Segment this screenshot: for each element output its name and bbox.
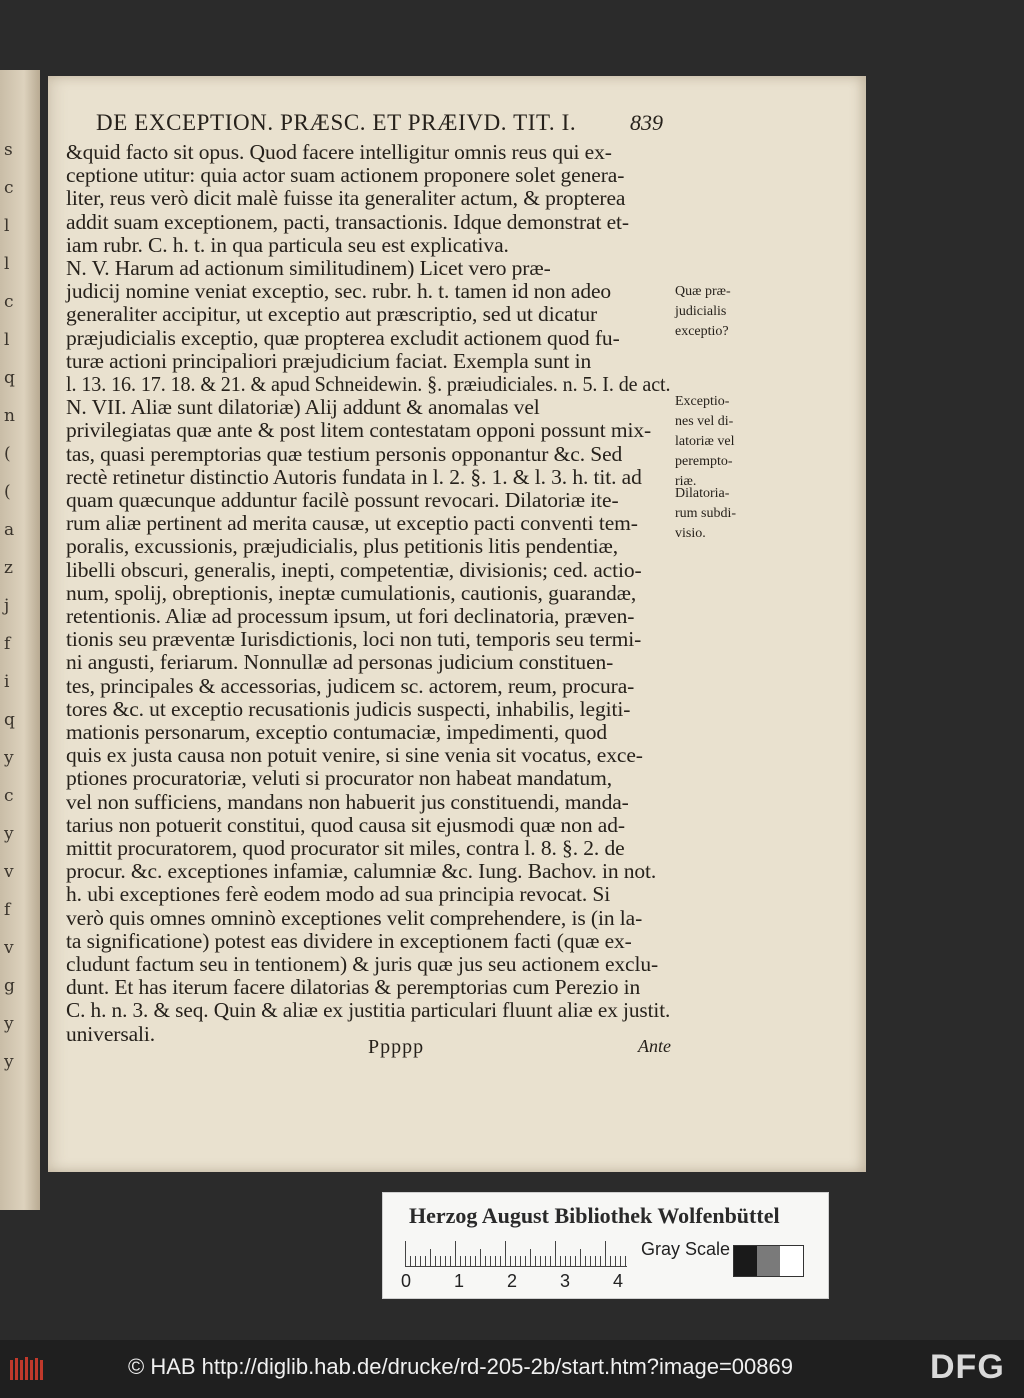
ruler-tick	[420, 1256, 421, 1267]
ruler-tick	[535, 1256, 536, 1267]
facing-page-glyph: f	[4, 634, 11, 654]
text-line: ni angusti, feriarum. Nonnullæ ad personas judicium constituen-	[66, 650, 614, 675]
facing-page-glyph: v	[4, 938, 14, 958]
ruler-tick	[540, 1256, 541, 1267]
facing-page-glyph: y	[4, 748, 14, 768]
ruler-tick	[415, 1256, 416, 1267]
margin-note: rum subdi-	[675, 506, 737, 521]
ruler-tick	[580, 1249, 581, 1267]
ruler-tick	[550, 1256, 551, 1267]
margin-note: Quæ præ-	[675, 284, 731, 299]
facing-page-glyph: g	[4, 976, 15, 996]
signature-mark: Ppppp	[368, 1036, 425, 1058]
margin-note: riæ.	[675, 474, 697, 489]
scale-ruler	[405, 1239, 627, 1267]
ruler-number: 1	[454, 1271, 465, 1291]
text-line: turæ actioni principaliori præjudicium faciat. Exempla sunt in	[66, 348, 592, 373]
facing-page-glyph: y	[4, 1014, 14, 1034]
margin-note: perempto-	[675, 454, 733, 469]
facing-page-glyph: f	[4, 900, 11, 920]
facing-page-glyph: n	[4, 406, 15, 426]
catchword: Ante	[638, 1036, 671, 1056]
text-line: cludunt factum seu in tentionem) & juris quæ jus seu actionem exclu-	[66, 952, 659, 976]
text-line: mationis personarum, exceptio contumaciæ, impedimenti, quod	[66, 720, 608, 744]
ruler-tick	[470, 1256, 471, 1267]
text-line: iam rubr. C. h. t. in qua particula seu est explicativa.	[66, 232, 509, 257]
facing-page-glyph: s	[4, 140, 13, 160]
text-line: quis ex justa causa non potuit venire, si sine venia sit vocatus, exce-	[66, 743, 643, 768]
calibration-strip	[382, 1192, 829, 1299]
ruler-tick	[530, 1249, 531, 1267]
facing-page-glyph: z	[4, 558, 13, 578]
ruler-tick	[490, 1256, 491, 1267]
ruler-tick	[440, 1256, 441, 1267]
ruler-tick	[410, 1256, 411, 1267]
text-line: tas, quasi peremptorias quæ testium personis opponantur &c. Sed	[66, 441, 623, 466]
text-line: tionis seu præventæ Iurisdictionis, loci non tuti, temporis seu termi-	[66, 627, 642, 652]
ruler-number: 0	[401, 1271, 412, 1291]
text-line: ta significatione) potest eas dividere in exceptionem facti (quæ ex-	[66, 928, 632, 953]
ruler-tick	[590, 1256, 591, 1267]
ruler-tick	[480, 1249, 481, 1267]
text-line: tarius non potuerit constitui, quod causa sit ejusmodi quæ non ad-	[66, 812, 625, 837]
text-line: mittit procuratorem, quod procurator sit miles, contra l. 8. §. 2. de	[66, 836, 625, 860]
text-line: num, spolij, obreptionis, ineptæ cumulationis, cautionis, guarandæ,	[66, 580, 637, 605]
text-line: l. 13. 16. 17. 18. & 21. & apud Schneidewin. §. præiudiciales. n. 5. I. de act.	[66, 372, 671, 396]
ruler-tick	[600, 1256, 601, 1267]
text-line: C. h. n. 3. & seq. Quin & aliæ ex justitia particulari fluunt aliæ ex justit.	[66, 998, 671, 1023]
gray-scale-swatches	[733, 1245, 804, 1277]
ruler-tick	[515, 1256, 516, 1267]
facing-page-glyph: l	[4, 254, 10, 274]
facing-page-glyph: v	[4, 862, 14, 882]
ruler-tick	[610, 1256, 611, 1267]
running-head: DE EXCEPTION. PRÆSC. ET PRÆIVD. TIT. I.	[96, 110, 577, 135]
ruler-tick	[560, 1256, 561, 1267]
ruler-tick	[430, 1249, 431, 1267]
margin-note: Exceptio-	[675, 394, 730, 409]
text-line: tes, principales & accessorias, judicem sc. actorem, reum, procura-	[66, 673, 635, 698]
ruler-tick	[435, 1256, 436, 1267]
ruler-tick	[485, 1256, 486, 1267]
facing-page-glyph: (	[4, 444, 11, 464]
ruler-tick	[555, 1241, 556, 1267]
text-line: generaliter accipitur, ut exceptio aut præscriptio, sed ut dicatur	[66, 302, 598, 327]
page-number: 839	[630, 110, 663, 135]
facing-page-glyph: j	[4, 596, 10, 616]
margin-note: Dilatoria-	[675, 486, 730, 501]
ruler-tick	[525, 1256, 526, 1267]
book-page	[48, 76, 866, 1172]
facing-page-glyph: c	[4, 786, 14, 806]
ruler-tick	[495, 1256, 496, 1267]
margin-note: exceptio?	[675, 324, 729, 339]
text-line: vel non sufficiens, mandans non habuerit jus constituendi, manda-	[66, 789, 629, 814]
facing-page-glyph: y	[4, 824, 14, 844]
ruler-number: 2	[507, 1271, 518, 1291]
ruler-tick	[620, 1256, 621, 1267]
ruler-tick	[605, 1241, 606, 1267]
text-line: N. V. Harum ad actionum similitudinem) Licet vero præ-	[66, 256, 551, 280]
ruler-number: 3	[560, 1271, 571, 1291]
ruler-tick	[425, 1256, 426, 1267]
gray-swatch	[780, 1246, 803, 1276]
facing-page-glyph: a	[4, 520, 15, 540]
facing-page-glyph: l	[4, 216, 10, 236]
ruler-tick	[545, 1256, 546, 1267]
ruler-tick	[475, 1256, 476, 1267]
library-name: Herzog August Bibliothek Wolfenbüttel	[409, 1203, 780, 1228]
text-line: præjudicialis exceptio, quæ propterea excludit actionem quod fu-	[66, 325, 620, 350]
ruler-number: 4	[613, 1271, 624, 1291]
text-line: addit suam exceptionem, pacti, transactionis. Idque demonstrat et-	[66, 209, 629, 234]
text-line: procur. &c. exceptiones infamiæ, calumniæ &c. Iung. Bachov. in not.	[66, 859, 657, 884]
ruler-tick	[455, 1241, 456, 1267]
text-line: judicij nomine veniat exceptio, sec. rubr. h. t. tamen id non adeo	[66, 279, 612, 304]
ruler-tick	[595, 1256, 596, 1267]
margin-note: latoriæ vel	[675, 434, 735, 449]
ruler-tick	[570, 1256, 571, 1267]
text-line: rectè retinetur distinctio Autoris fundata in l. 2. §. 1. & l. 3. h. tit. ad	[66, 464, 642, 489]
ruler-tick	[445, 1256, 446, 1267]
facing-page-glyph: y	[4, 1052, 14, 1072]
ruler-tick	[520, 1256, 521, 1267]
copyright-url[interactable]: © HAB http://diglib.hab.de/drucke/rd-205-2b/start.htm?image=00869	[128, 1354, 793, 1379]
hab-logo-icon	[8, 1354, 48, 1384]
facing-page-glyph: l	[4, 330, 10, 350]
ruler-tick	[625, 1256, 626, 1267]
dfg-logo: DFG	[930, 1348, 1005, 1386]
text-line: dunt. Et has iterum facere dilatorias & peremptorias cum Perezio in	[66, 975, 641, 1000]
facing-page-edge	[0, 70, 40, 1210]
text-line: liter, reus verò dicit malè fuisse ita generaliter actum, & propterea	[66, 186, 626, 211]
text-line: ptiones procuratoriæ, veluti si procurator non habeat mandatum,	[66, 766, 612, 791]
ruler-tick	[405, 1241, 406, 1267]
ruler-tick	[510, 1256, 511, 1267]
text-line: privilegiatas quæ ante & post litem contestatam opponi possunt mix-	[66, 418, 652, 443]
ruler-tick	[565, 1256, 566, 1267]
facing-page-glyph: q	[4, 368, 15, 388]
text-line: libelli obscuri, generalis, inepti, competentiæ, divisionis; ced. actio-	[66, 557, 642, 582]
facing-page-glyph: i	[4, 672, 10, 692]
ruler-tick	[615, 1256, 616, 1267]
margin-note: visio.	[675, 526, 706, 541]
ruler-tick	[505, 1241, 506, 1267]
margin-note: judicialis	[675, 304, 727, 319]
facing-page-glyph: c	[4, 178, 14, 198]
ruler-tick	[575, 1256, 576, 1267]
text-line: quam quæcunque adduntur facilè possunt revocari. Dilatoriæ ite-	[66, 488, 619, 512]
ruler-tick	[465, 1256, 466, 1267]
gray-swatch	[757, 1246, 780, 1276]
text-line: universali.	[66, 1021, 156, 1046]
text-line: retentionis. Aliæ ad processum ipsum, ut fori declinatoria, præven-	[66, 604, 635, 628]
text-line: N. VII. Aliæ sunt dilatoriæ) Alij addunt & anomalas vel	[66, 395, 540, 420]
ruler-tick	[460, 1256, 461, 1267]
margin-note: nes vel di-	[675, 414, 734, 429]
facing-page-glyph: (	[4, 482, 11, 502]
ruler-tick	[450, 1256, 451, 1267]
footer-bar	[0, 1340, 1024, 1398]
text-line: ceptione utitur: quia actor suam actionem proponere solet genera-	[66, 163, 625, 188]
text-line: rum aliæ pertinent ad merita causæ, ut exceptio pacti conventi tem-	[66, 511, 638, 536]
gray-scale-label: Gray Scale	[641, 1239, 731, 1259]
text-line: verò quis omnes omninò exceptiones velit comprehendere, is (in la-	[66, 905, 643, 930]
text-line: h. ubi exceptiones ferè eodem modo ad sua principia revocat. Si	[66, 882, 611, 907]
facing-page-glyph: c	[4, 292, 14, 312]
gray-swatch	[734, 1246, 757, 1276]
text-line: &quid facto sit opus. Quod facere intelligitur omnis reus qui ex-	[66, 140, 612, 164]
text-line: poralis, excussionis, præjudicialis, plus petitionis litis pendentiæ,	[66, 534, 619, 559]
facing-page-glyph: q	[4, 710, 15, 730]
text-line: tores &c. ut exceptio recusationis judicis suspecti, inhabilis, legiti-	[66, 696, 631, 721]
ruler-tick	[585, 1256, 586, 1267]
ruler-tick	[500, 1256, 501, 1267]
